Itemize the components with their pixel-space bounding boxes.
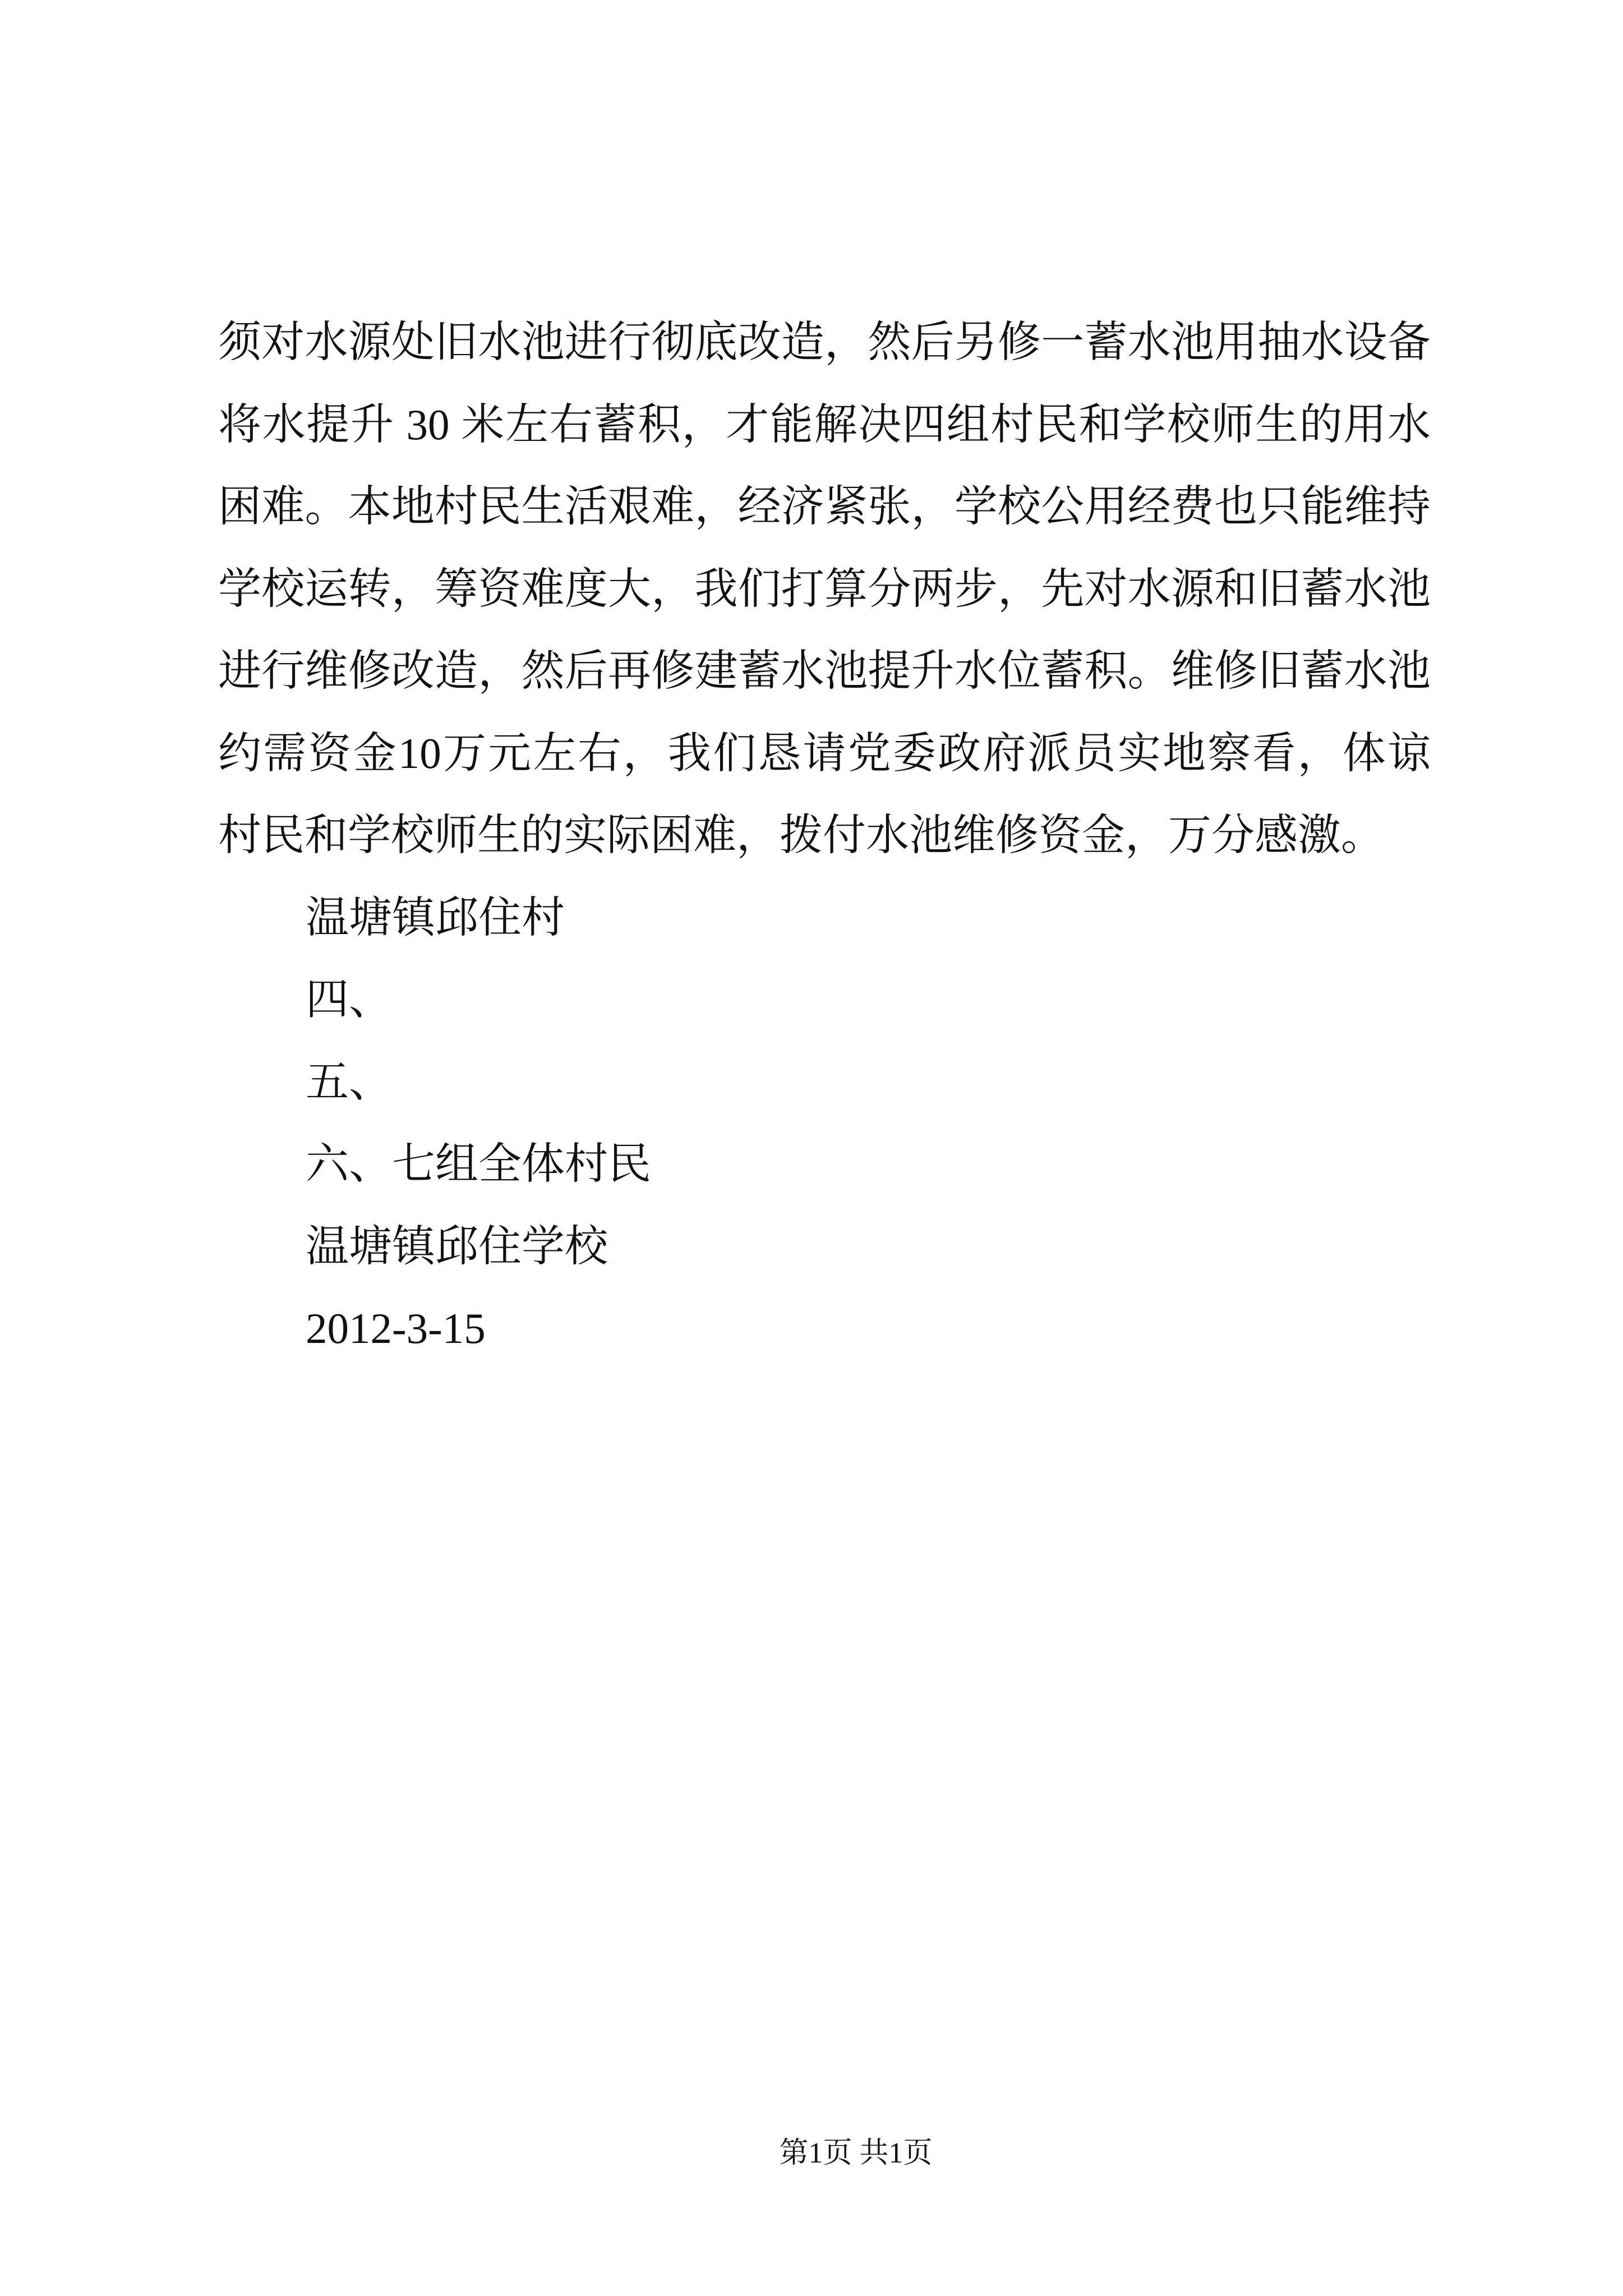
body-line: 进行维修改造，然后再修建蓄水池提升水位蓄积。维修旧蓄水池 xyxy=(218,647,1431,695)
signature-date: 2012-3-15 xyxy=(306,1304,486,1352)
body-line: 约需资金10万元左右，我们恳请党委政府派员实地察看，体谅 xyxy=(218,729,1431,777)
signature-school: 温塘镇邱住学校 xyxy=(306,1222,608,1271)
letter-body xyxy=(218,301,1431,1370)
body-line: 学校运转，筹资难度大，我们打算分两步，先对水源和旧蓄水池 xyxy=(218,564,1431,613)
signature-group-4: 四、 xyxy=(306,976,392,1024)
signature-groups-6-7: 六、七组全体村民 xyxy=(306,1140,651,1188)
page-footer: 第1页 共1页 xyxy=(779,2137,933,2169)
body-line: 须对水源处旧水池进行彻底改造，然后另修一蓄水池用抽水设备 xyxy=(218,318,1431,366)
body-line-last: 村民和学校师生的实际困难，拨付水池维修资金，万分感激。 xyxy=(218,811,1384,859)
signature-village: 温塘镇邱住村 xyxy=(306,893,565,942)
body-line: 将水提升 30 米左右蓄积，才能解决四组村民和学校师生的用水 xyxy=(218,400,1431,449)
signature-group-5: 五、 xyxy=(306,1057,392,1106)
body-line: 困难。本地村民生活艰难，经济紧张，学校公用经费也只能维持 xyxy=(218,482,1431,531)
